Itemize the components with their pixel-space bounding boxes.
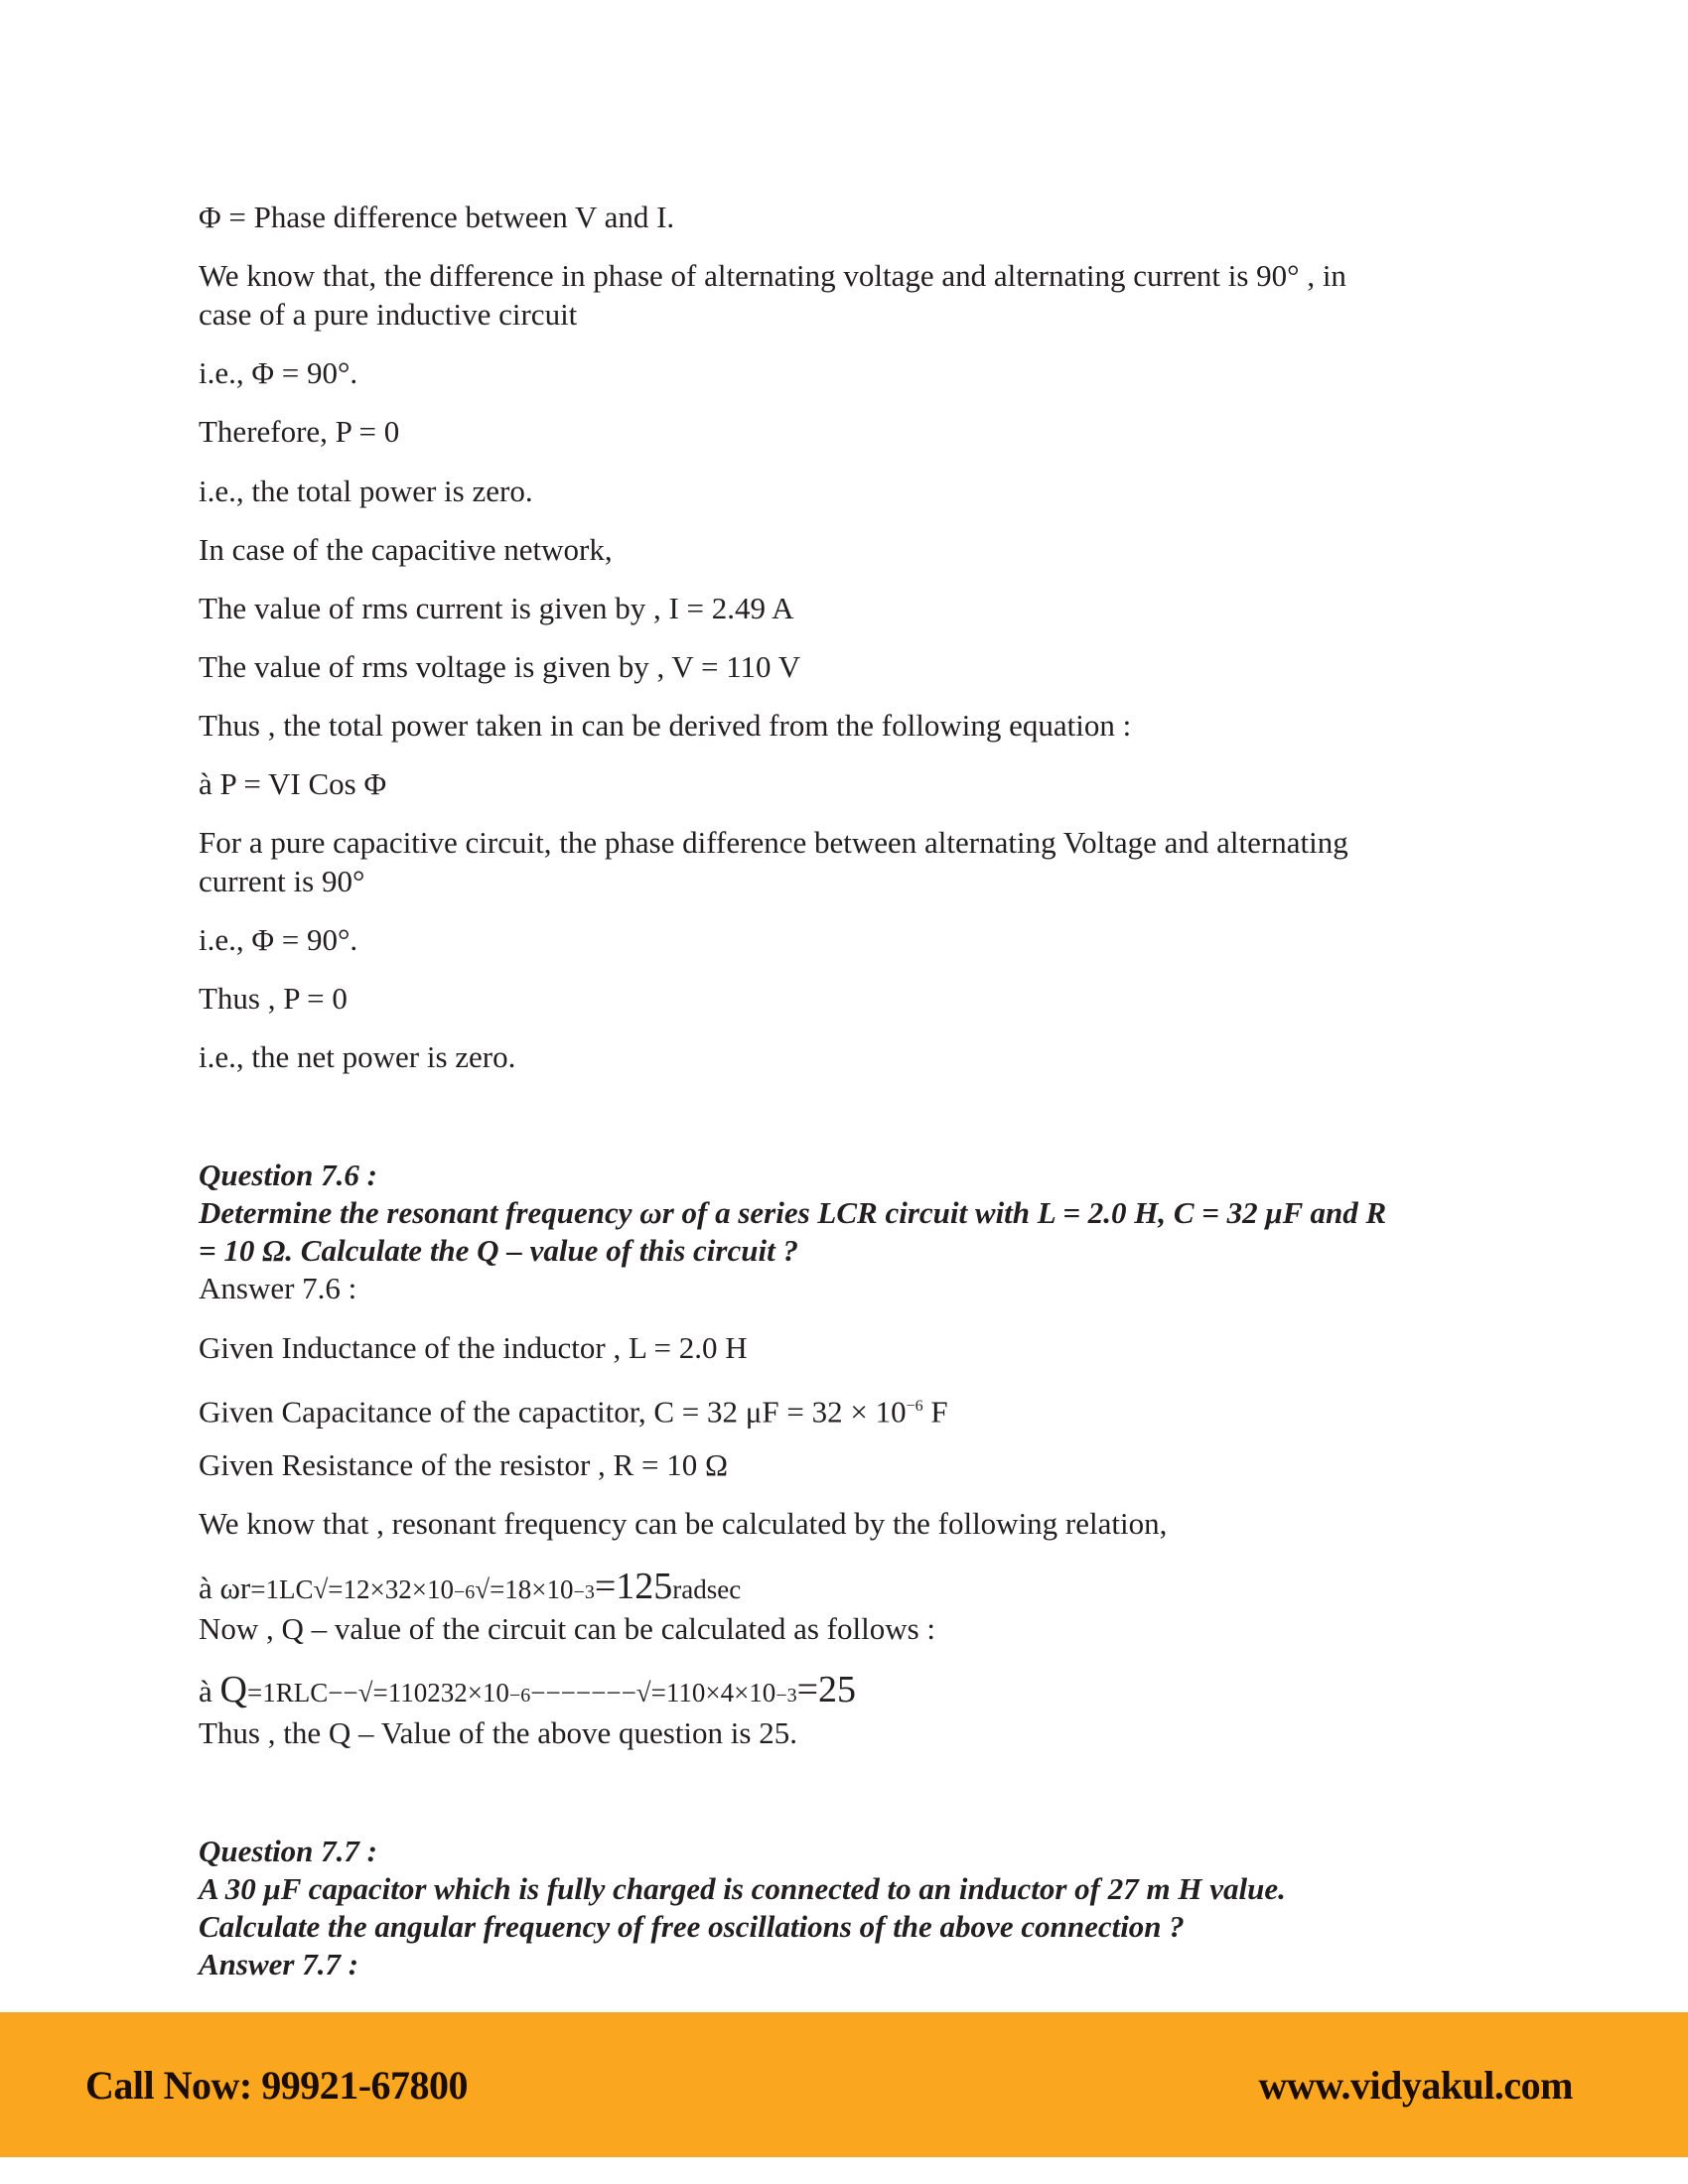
conclusion: Thus , the Q – Value of the above question is 25.: [199, 1715, 797, 1750]
website-link[interactable]: www.vidyakul.com: [1258, 2063, 1573, 2108]
answer-7-7-label: Answer 7.7 :: [199, 1947, 359, 1981]
text-line: We know that , resonant frequency can be calculated by the following relation,: [199, 1506, 1168, 1541]
text-line: Thus , the total power taken in can be derived from the following equation :: [199, 708, 1132, 743]
result: 25: [818, 1669, 857, 1710]
text-line: i.e., Φ = 90°.: [199, 355, 358, 390]
given-capacitance-text: Given Capacitance of the capactitor, C = 32 μF = 32 × 10: [199, 1394, 907, 1430]
result: 125: [616, 1566, 673, 1607]
question-7-6-title: Question 7.6 :: [199, 1158, 377, 1192]
equals: =: [796, 1669, 819, 1710]
exponent: −3: [775, 1685, 797, 1706]
text-line: i.e., the net power is zero.: [199, 1039, 516, 1074]
equals: =: [594, 1566, 617, 1607]
given-resistance: Given Resistance of the resistor , R = 10 Ω: [199, 1447, 728, 1482]
exponent: −6: [906, 1398, 923, 1415]
call-now-phone[interactable]: Call Now: 99921-67800: [85, 2063, 469, 2108]
text-line: Thus , P = 0: [199, 981, 348, 1016]
arrow-glyph: à: [199, 1674, 220, 1708]
given-capacitance: [199, 1389, 948, 1430]
equation-part: −−−−−−−√=110×4×10: [530, 1678, 776, 1707]
text-line: In case of the capacitive network,: [199, 532, 613, 567]
equation-part: √=18×10: [475, 1574, 574, 1604]
equation-part: =1RLC−−√=110232×10: [246, 1678, 509, 1707]
question-7-7-text: Calculate the angular frequency of free oscillations of the above connection ?: [199, 1909, 1185, 1944]
q-symbol: Q: [219, 1669, 247, 1710]
exponent: −6: [453, 1581, 476, 1603]
text-line: We know that, the difference in phase of alternating voltage and alternating current is 90° , in: [199, 258, 1346, 293]
text-line: i.e., Φ = 90°.: [199, 922, 358, 957]
equation-part: =1LC√=12×32×10: [250, 1574, 454, 1604]
text-line: Φ = Phase difference between V and I.: [199, 200, 675, 234]
omega-symbol: ωr: [219, 1570, 251, 1605]
text-line: The value of rms current is given by , I = 2.49 A: [199, 591, 794, 625]
unit: radsec: [672, 1574, 742, 1604]
text-line: à P = VI Cos Φ: [199, 766, 387, 801]
question-7-6-text: = 10 Ω. Calculate the Q – value of this circuit ?: [199, 1233, 798, 1268]
text-line: For a pure capacitive circuit, the phase difference between alternating Voltage and alternating: [199, 825, 1348, 860]
text-line: Therefore, P = 0: [199, 414, 400, 449]
q-value-equation: [199, 1669, 857, 1713]
question-7-7-text: A 30 μF capacitor which is fully charged is connected to an inductor of 27 m H value.: [199, 1871, 1286, 1906]
arrow-glyph: à: [199, 1570, 220, 1605]
text-line: i.e., the total power is zero.: [199, 474, 533, 508]
given-inductance: Given Inductance of the inductor , L = 2.0 H: [199, 1330, 748, 1365]
question-7-6-text: Determine the resonant frequency ωr of a series LCR circuit with L = 2.0 H, C = 32 μF and R: [199, 1195, 1387, 1230]
footer-banner: [0, 2012, 1688, 2157]
text-line: The value of rms voltage is given by , V = 110 V: [199, 649, 801, 684]
answer-7-6-label: Answer 7.6 :: [199, 1271, 357, 1305]
question-7-7-title: Question 7.7 :: [199, 1834, 377, 1868]
text-line: Now , Q – value of the circuit can be calculated as follows :: [199, 1611, 936, 1646]
text-line: current is 90°: [199, 864, 365, 898]
text-line: case of a pure inductive circuit: [199, 297, 578, 332]
exponent: −3: [573, 1581, 595, 1603]
unit: F: [922, 1394, 948, 1430]
resonant-frequency-equation: [199, 1566, 742, 1610]
exponent: −6: [508, 1685, 531, 1706]
